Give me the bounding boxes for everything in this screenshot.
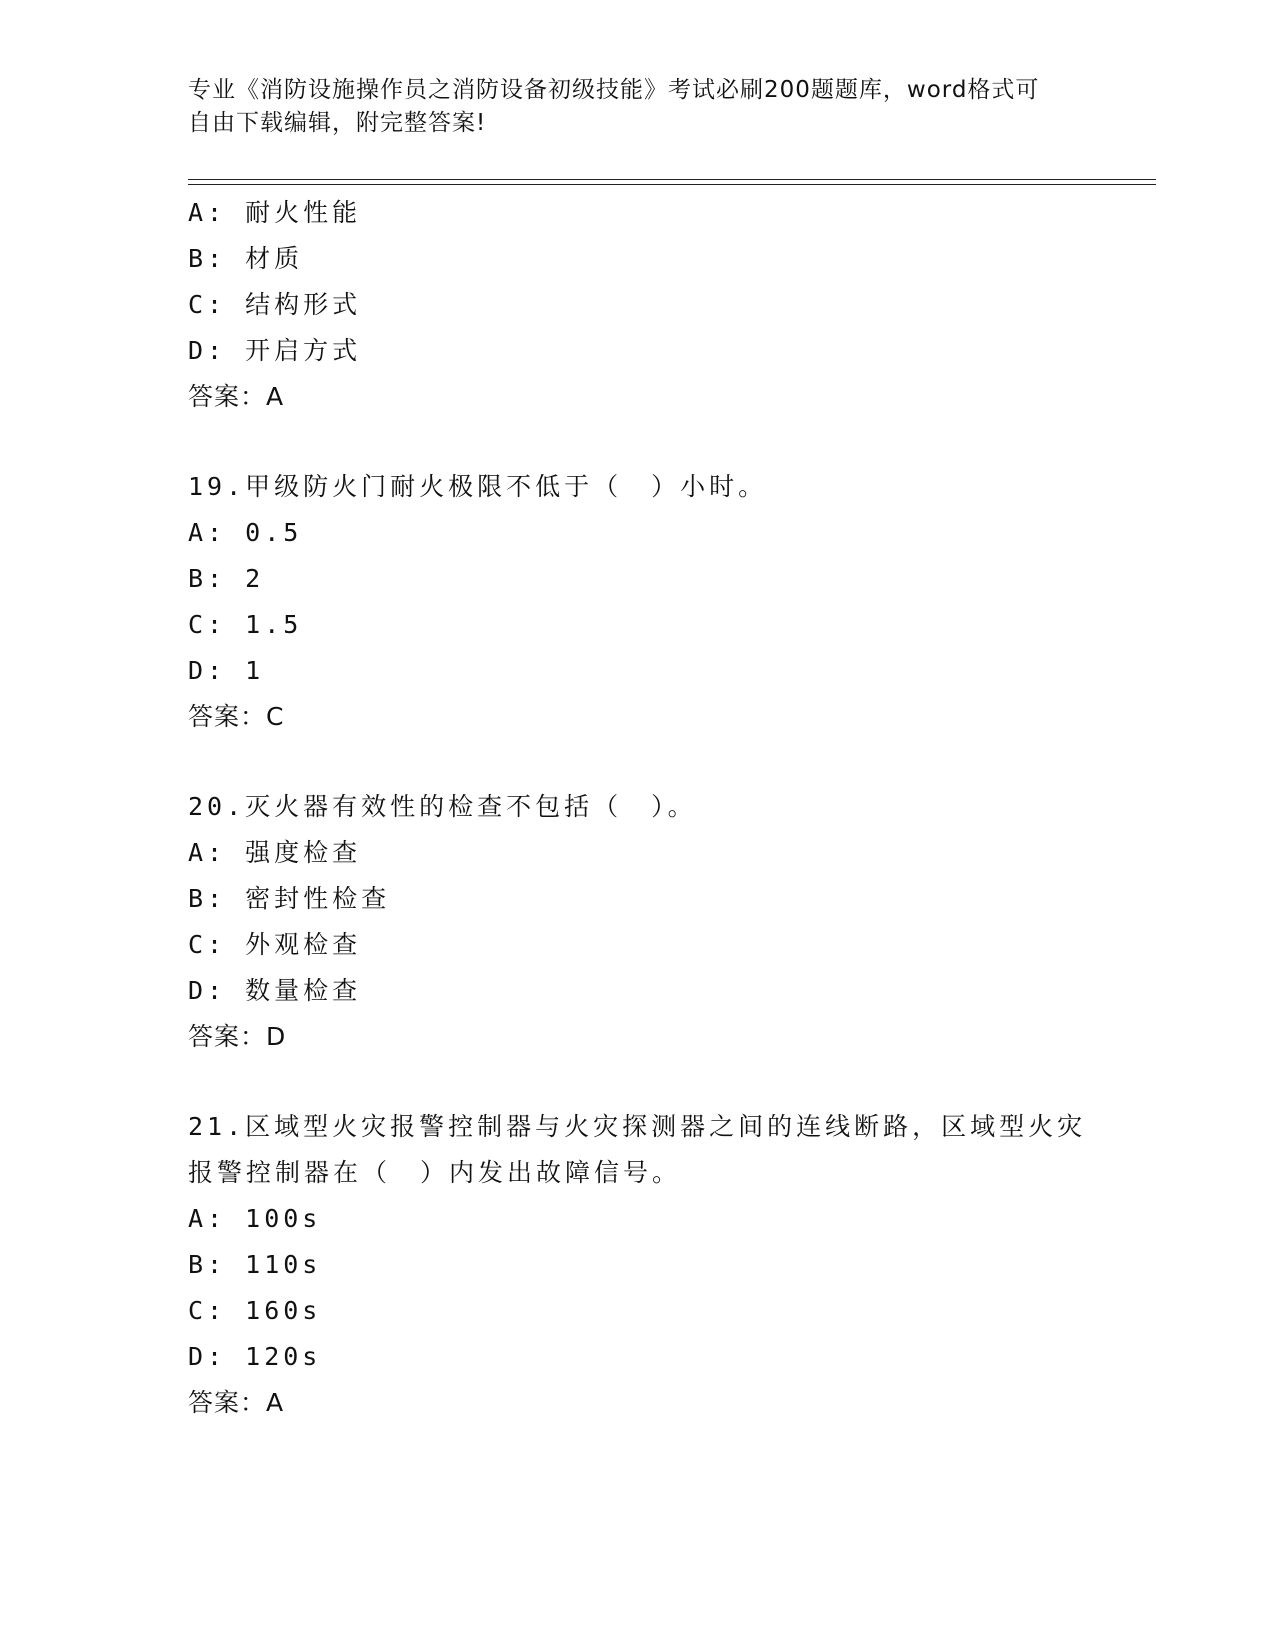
question-20: [188, 784, 1088, 1060]
question-19: [188, 464, 1088, 740]
option-a: A: 0.5: [188, 518, 303, 547]
option-b: B: 密封性检查: [188, 884, 391, 913]
header-divider-top: [188, 179, 1156, 180]
question-stem-line-1: 21.区域型火灾报警控制器与火灾探测器之间的连线断路，区域型火灾: [188, 1112, 1087, 1141]
answer-line: 答案：A: [188, 382, 285, 411]
option-d: D: 1: [188, 656, 265, 685]
option-a: A: 耐火性能: [188, 198, 362, 227]
question-21: [188, 1104, 1088, 1426]
option-c: C: 1.5: [188, 610, 303, 639]
option-a: A: 100s: [188, 1204, 322, 1233]
answer-line: 答案：C: [188, 702, 285, 731]
answer-line: 答案：D: [188, 1022, 287, 1051]
document-header: [188, 74, 1088, 140]
question-stem: 20.灭火器有效性的检查不包括（ ）。: [188, 792, 697, 821]
question-18-continued: [188, 190, 1088, 420]
answer-line: 答案：A: [188, 1388, 285, 1417]
option-d: D: 数量检查: [188, 976, 362, 1005]
question-stem-line-2: 报警控制器在（ ）内发出故障信号。: [188, 1158, 682, 1187]
option-d: D: 开启方式: [188, 336, 362, 365]
header-line-2: 自由下载编辑，附完整答案!: [188, 110, 487, 136]
header-divider-bottom: [188, 184, 1156, 185]
question-stem: 19.甲级防火门耐火极限不低于（ ）小时。: [188, 472, 768, 501]
option-c: C: 外观检查: [188, 930, 362, 959]
header-line-1: 专业《消防设施操作员之消防设备初级技能》考试必刷200题题库，word格式可: [188, 77, 1040, 103]
option-a: A: 强度检查: [188, 838, 362, 867]
option-b: B: 110s: [188, 1250, 322, 1279]
option-b: B: 2: [188, 564, 265, 593]
option-b: B: 材质: [188, 244, 304, 273]
option-c: C: 结构形式: [188, 290, 362, 319]
option-d: D: 120s: [188, 1342, 322, 1371]
option-c: C: 160s: [188, 1296, 322, 1325]
question-list: [188, 190, 1088, 1426]
